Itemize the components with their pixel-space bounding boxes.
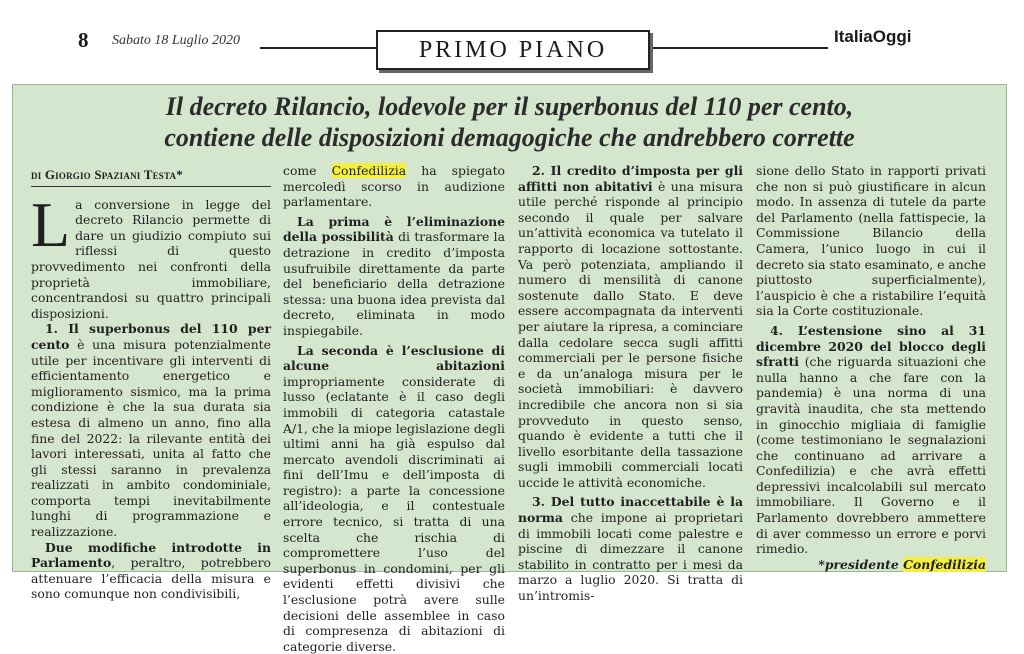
paragraph-sfratti: 4. L’estensione sino al 31 dicembre 2020 del blocco degli sfratti (che riguarda situazioni che nulla hanno a che fare con la pandemia) è una norma di una gravità inaudita, che sta mettendo in ginocchio migliaia di famiglie (come testimoniano le segnalazioni che continuano ad arrivare a Confedilizia) e che avrà effetti depressivi incalcolabili sul mercato immobiliare. Il Governo e il Parlamento dovrebbero ammettere di aver commesso un errore e porvi rimedio. <box>756 322 986 557</box>
paragraph-credito: 2. Il credito d’imposta per gli affitti non abitativi è una misura utile perché risponde al principio secondo il quale per salvare un’attività economica va tutelato il rapporto di locazione sottostante. Va però potenziata, ampliando il numero di mensilità di canone sostenute dallo Stato. E deve essere accompagnata da interventi per aiutare la ripresa, a cominciare dalla cedolare secca sugli affitti commerciali per le persone fisiche e da un’analoga misura per le società immobiliari: è davvero incredibile che ancora non si sia provveduto in questo senso, quando è evidente a tutti che il livello esorbitante della tassazione sugli immobili commerciali locati uccide le attività economiche. <box>518 163 743 490</box>
author-signature: *presidente Confedilizia <box>818 556 986 572</box>
section-title-box <box>376 30 650 70</box>
drop-cap: L <box>31 188 71 260</box>
masthead-logo: ItaliaOggi <box>834 27 912 46</box>
intro-paragraph: La conversione in legge del decreto Rilancio permette di dare un giudizio compiuto sui riflessi di questo provvedimento nei confronti della proprietà immobiliare, concentrandosi su quattro principali disposizioni. <box>31 188 271 321</box>
paragraph-audizione: come Confedilizia ha spiegato mercoledì scorso in audizione parlamentare. <box>283 163 506 210</box>
page-number: 8 <box>78 28 89 52</box>
article-box <box>12 84 1007 654</box>
article-column-2 <box>283 163 505 654</box>
page-header <box>0 0 1024 78</box>
highlight-confedilizia: Confedilizia <box>331 163 407 178</box>
headline-line-1: Il decreto Rilancio, lodevole per il superbonus del 110 per cento, <box>165 92 854 121</box>
paragraph-intromissione: sione dello Stato in rapporti privati che non si può giustificare in alcun modo. In assenza di tutele da parte del Parlamento (nella fattispecie, la Commissione Bilancio della Camera, l’unico luogo in cui il decreto sia stato esaminato, e anche piuttosto superficialmente), l’auspicio è che a ristabilire l’equità sia la Corte costituzionale. <box>756 163 986 319</box>
headline-line-2: contiene delle disposizioni demagogiche che andrebbero corrette <box>164 123 855 152</box>
highlight-confedilizia-signature: Confedilizia <box>903 556 986 572</box>
header-rule-right <box>648 47 828 49</box>
paragraph-inaccettabile: 3. Del tutto inaccettabile è la norma che impone ai proprietari di immobili locati come palestre e piscine di dimezzare il canone stabilito in contratto per i mesi da marzo a luglio 2020. Si tratta di un’intromis- <box>518 494 743 604</box>
article-column-1 <box>31 167 271 602</box>
article-headline <box>13 91 1006 153</box>
issue-date: Sabato 18 Luglio 2020 <box>112 33 240 48</box>
byline: di Giorgio Spaziani Testa* <box>31 167 271 187</box>
header-rule-left <box>260 47 376 49</box>
paragraph-superbonus: 1. Il superbonus del 110 per cento è una misura potenzialmente utile per incentivare gli interventi di efficientamento energetico e miglioramento sismico, ma la prima condizione è che la sua durata sia estesa di almeno un anno, fino alla fine del 2022: la rilevante entità dei lavori interessati, unita al fatto che gli stessi saranno in prevalenza realizzati in ambito condominiale, comporta tempi inevitabilmente lunghi di programmazione e realizzazione. <box>31 321 271 540</box>
article-column-4 <box>756 163 986 572</box>
paragraph-seconda: La seconda è l’esclusione di alcune abitazioni impropriamente considerate di lusso (eclatante è il caso degli immobili di categoria catastale A/1, che la miope legislazione degli ultimi anni ha già espulso dal mercato avendoli discriminati ai fini dell’Imu e dell’imposta di registro): a parte la concessione all’ideologia, e il contestuale errore tecnico, si tratta di una scelta che rischia di compromettere l’uso del superbonus in condomini, per gli evidenti effetti divisivi che l’esclusione potrà avere sulle decisioni delle assemblee in caso di compresenza di abitazioni di categorie diverse. <box>283 342 505 654</box>
section-title: PRIMO PIANO <box>418 36 608 63</box>
paragraph-modifiche: Due modifiche introdotte in Parlamento, peraltro, potrebbero attenuare l’efficacia della misura e sono comunque non condivisibili, <box>31 539 271 602</box>
article-column-3 <box>518 163 743 604</box>
paragraph-prima: La prima è l’eliminazione della possibilità di trasformare la detrazione in credito d’imposta usufruibile direttamente da parte del beneficiario della detrazione stessa: una buona idea prevista dal decreto, eliminata in modo inspiegabile. <box>283 213 505 338</box>
